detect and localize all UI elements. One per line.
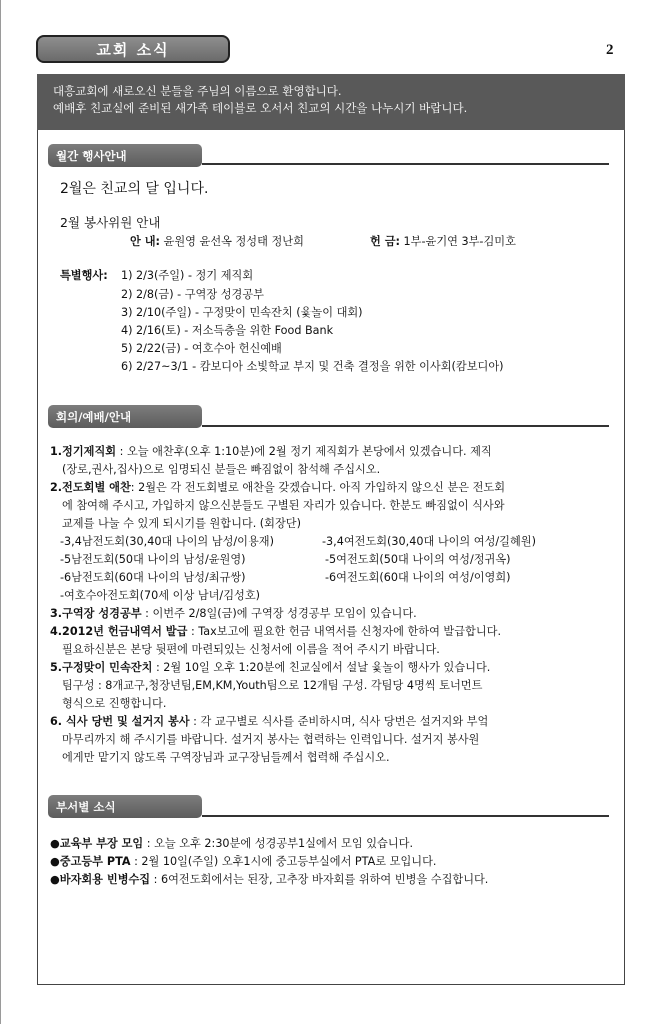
monthly-theme: 2월은 친교의 달 입니다. xyxy=(60,181,209,197)
notice-4-text: : Tax보고에 필요한 헌금 내역서를 신청자에 한하여 발급합니다. xyxy=(187,625,502,638)
dept-item-text: : 오늘 오후 2:30분에 성경공부1실에서 모임 있습니다. xyxy=(143,837,413,850)
event-item: 1) 2/3(주일) - 정기 제직회 xyxy=(121,269,254,282)
special-events-label: 특별행사: xyxy=(60,269,108,282)
notice-5-label: 5.구정맞이 민속잔치 xyxy=(50,661,153,674)
dept-item-label: ●교육부 부장 모임 xyxy=(50,837,144,850)
dept-item xyxy=(50,837,413,851)
group-item: -6여전도회(60대 나이의 여성/이영희) xyxy=(325,571,511,584)
dept-item-label: ●바자회용 빈병수집 xyxy=(50,873,151,886)
notice-2-text: : 2월은 각 전도회별로 애찬을 갖겠습니다. 아직 가입하지 않으신 분은 전도회 xyxy=(130,481,506,494)
dept-item xyxy=(50,873,488,887)
notice-4-label: 4.2012년 헌금내역서 발급 xyxy=(50,625,188,638)
volunteers-title: 2월 봉사위원 안내 xyxy=(60,215,161,230)
notice-1-label: 1.정기제직회 xyxy=(50,445,117,458)
event-item: 2) 2/8(금) - 구역장 성경공부 xyxy=(121,288,264,301)
notice-3-text: : 이번주 2/8일(금)에 구역장 성경공부 모임이 있습니다. xyxy=(141,607,417,620)
notice-1-text: : 오늘 애찬후(오후 1:10분)에 2월 정기 제직회가 본당에서 있겠습니다. 제직 xyxy=(116,445,492,458)
event-item: 3) 2/10(주일) - 구정맞이 민속잔치 (윷놀이 대회) xyxy=(121,306,363,319)
section-rule xyxy=(202,815,609,817)
dept-item-label: ●중고등부 PTA xyxy=(50,855,131,868)
volunteers-guide xyxy=(130,235,304,249)
dept-item-text: : 2월 10일(주일) 오후1시에 중고등부실에서 PTA로 모입니다. xyxy=(130,855,437,868)
notice-1-cont: (장로,권사,집사)으로 임명되신 분들은 빠짐없이 참석해 주십시오. xyxy=(62,463,381,476)
section-rule xyxy=(202,163,609,165)
notice-5-cont: 팀구성 : 8개교구,청장년팀,EM,KM,Youth팀으로 12개팀 구성. 각팀당 4명씩 토너먼트 xyxy=(62,679,483,692)
section-tab-departments: 부서별 소식 xyxy=(48,795,202,818)
dept-item xyxy=(50,855,436,869)
group-item: -3,4여전도회(30,40대 나이의 여성/길혜원) xyxy=(322,535,536,548)
guide-value: 윤원영 윤선옥 정성태 정난희 xyxy=(163,235,304,248)
notice-1 xyxy=(50,445,492,459)
notice-6-label: 6. 식사 당번 및 설거지 봉사 xyxy=(50,715,190,728)
page-title: 교회 소식 xyxy=(36,35,230,63)
group-item: -5여전도회(50대 나이의 여성/정귀옥) xyxy=(325,553,511,566)
group-item: -여호수아전도회(70세 이상 남녀/김성호) xyxy=(60,589,260,602)
notice-4 xyxy=(50,625,501,639)
guide-label: 안 내: xyxy=(130,235,160,248)
page-number: 2 xyxy=(606,42,614,58)
section-tab-meeting: 회의/예배/안내 xyxy=(48,405,202,428)
notice-6 xyxy=(50,715,488,729)
notice-2-cont: 교제를 나눌 수 있게 되시기를 원합니다. (회장단) xyxy=(62,517,301,530)
welcome-line: 대흥교회에 새로오신 분들을 주님의 이름으로 환영합니다. xyxy=(53,84,342,98)
group-item: -3,4남전도회(30,40대 나이의 남성/이용재) xyxy=(60,535,274,548)
notice-5-cont: 형식으로 진행합니다. xyxy=(62,697,167,710)
notice-2 xyxy=(50,481,505,495)
event-item: 6) 2/27~3/1 - 캄보디아 소빛학교 부지 및 건축 결정을 위한 이사회(캄보디아) xyxy=(121,360,504,373)
notice-6-cont: 마무리까지 해 주시기를 바랍니다. 설거지 봉사는 협력하는 인력입니다. 설거지 봉사원 xyxy=(62,733,480,746)
section-tab-monthly: 월간 행사안내 xyxy=(48,144,202,167)
notice-5 xyxy=(50,661,490,675)
notice-6-text: : 각 교구별로 식사를 준비하시며, 식사 당번은 설거지와 부엌 xyxy=(189,715,489,728)
welcome-line: 예배후 친교실에 준비된 새가족 테이블로 오서서 친교의 시간을 나누시기 바랍니다. xyxy=(53,101,468,115)
notice-4-cont: 필요하신분은 본당 뒷편에 마련되있는 신청서에 이름을 적어 주시기 바랍니다. xyxy=(62,643,440,656)
notice-3-label: 3.구역장 성경공부 xyxy=(50,607,142,620)
offering-label: 헌 금: xyxy=(370,235,400,248)
notice-3 xyxy=(50,607,417,621)
event-item: 5) 2/22(금) - 여호수아 헌신예배 xyxy=(121,342,282,355)
event-item: 4) 2/16(토) - 저소득층을 위한 Food Bank xyxy=(121,324,334,337)
notice-2-label: 2.전도회별 애찬 xyxy=(50,481,131,494)
notice-6-cont: 에게만 맡기지 않도록 구역장님과 교구장님들께서 협력해 주십시오. xyxy=(62,751,390,764)
welcome-banner xyxy=(37,74,625,130)
group-item: -5남전도회(50대 나이의 남성/윤원영) xyxy=(60,553,246,566)
volunteers-offering xyxy=(370,235,516,249)
dept-item-text: : 6여전도회에서는 된장, 고추장 바자회를 위하여 빈병을 수집합니다. xyxy=(150,873,489,886)
group-item: -6남전도회(60대 나이의 남성/최규쌍) xyxy=(60,571,246,584)
section-rule xyxy=(202,425,609,427)
page-edge-rule xyxy=(0,0,1,1024)
notice-2-cont: 에 참여해 주시고, 가입하지 않으신분들도 구별된 자리가 있습니다. 한분도 빠짐없이 식사와 xyxy=(62,499,505,512)
notice-5-text: : 2월 10일 오후 1:20분에 친교실에서 설날 윷놀이 행사가 있습니다. xyxy=(152,661,491,674)
offering-value: 1부-윤기연 3부-김미호 xyxy=(403,235,516,248)
